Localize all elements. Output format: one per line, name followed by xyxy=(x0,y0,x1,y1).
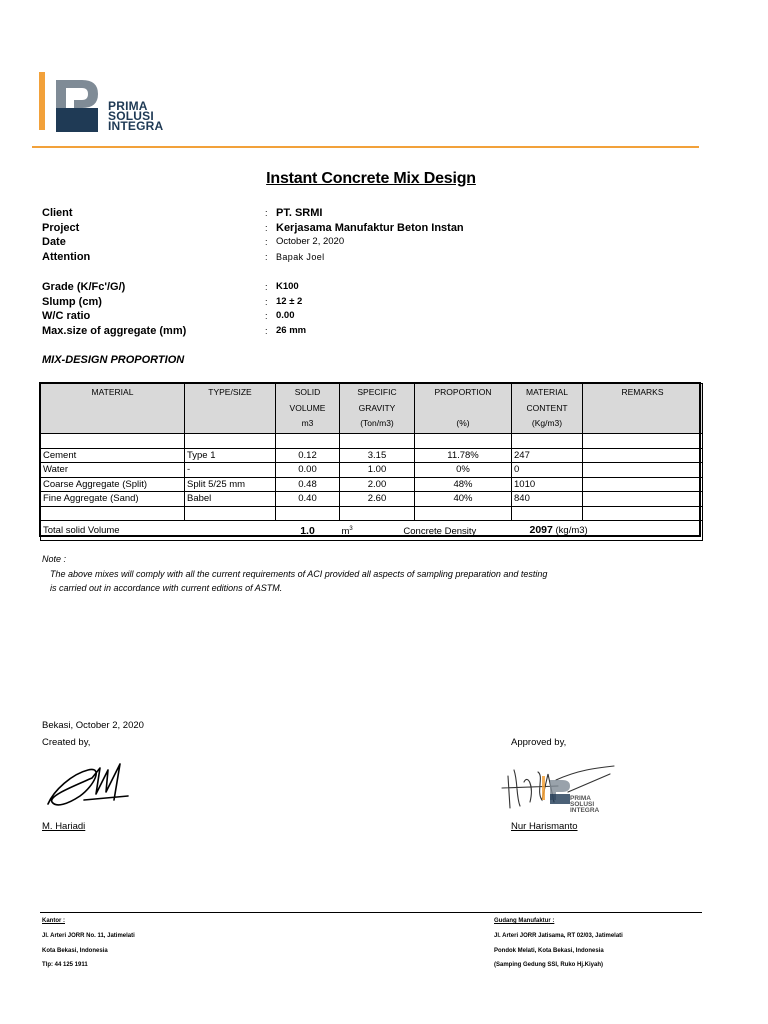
table-row-spacer xyxy=(41,434,703,449)
footer-warehouse xyxy=(494,914,623,973)
header-proportion: PROPORTION (%) xyxy=(415,384,512,434)
density-label: Concrete Density xyxy=(403,526,477,538)
footer-line: Pondok Melati, Kota Bekasi, Indonesia xyxy=(494,947,604,954)
header-solid-volume: SOLID VOLUME m3 xyxy=(276,384,340,434)
place-date: Bekasi, October 2, 2020 xyxy=(42,720,144,731)
table-row-spacer xyxy=(41,506,703,521)
note-heading: Note : xyxy=(42,554,67,564)
footer-warehouse-heading: Gudang Manufaktur : xyxy=(494,918,555,924)
table-row: Coarse Aggregate (Split) Split 5/25 mm 0.48 2.00 48% 1010 xyxy=(41,477,703,492)
header-type-size: TYPE/SIZE xyxy=(185,384,276,434)
creator-name: M. Hariadi xyxy=(42,821,86,832)
approver-stamp-text: PRIMA SOLUSI INTEGRA xyxy=(570,795,600,814)
header-material-content: MATERIAL CONTENT (Kg/m3) xyxy=(512,384,583,434)
total-volume: 1.0 xyxy=(276,521,340,541)
table-row: Fine Aggregate (Sand) Babel 0.40 2.60 40% 840 xyxy=(41,492,703,507)
total-label: Total solid Volume xyxy=(41,521,276,541)
table-total-row xyxy=(41,521,703,541)
mix-design-table xyxy=(40,383,703,541)
header-specific-gravity: SPECIFIC GRAVITY (Ton/m3) xyxy=(340,384,415,434)
footer-line: Kota Bekasi, Indonesia xyxy=(42,947,108,954)
total-density-cell xyxy=(340,521,512,541)
footer-line: (Samping Gedung SSI, Ruko Hj.Kiyah) xyxy=(494,962,604,969)
note-block xyxy=(42,552,547,596)
footer-office xyxy=(42,914,135,973)
footer-office-heading: Kantor : xyxy=(42,918,65,924)
approver-name: Nur Harismanto xyxy=(511,821,578,832)
header-material: MATERIAL xyxy=(41,384,185,434)
note-line: The above mixes will comply with all the current requirements of ACI provided all aspects of sampling preparation and testing xyxy=(50,568,548,579)
footer-divider xyxy=(40,912,702,913)
company-logo-icon xyxy=(56,80,100,134)
section-title: MIX-DESIGN PROPORTION xyxy=(42,354,185,366)
approver-signature-icon xyxy=(498,762,618,816)
footer-line: Tlp: 44 125 1911 xyxy=(42,962,88,969)
created-by-label: Created by, xyxy=(42,737,91,748)
header-remarks: REMARKS xyxy=(583,384,703,434)
total-volume-unit: $m^3$ xyxy=(341,526,353,538)
footer-line: Jl. Arteri JORR No. 11, Jatimelati xyxy=(42,932,135,939)
density-unit: (kg/m3) xyxy=(555,525,588,537)
table-header-row xyxy=(41,384,703,434)
approved-by-label: Approved by, xyxy=(511,737,567,748)
company-logo-text: PRIMA SOLUSI INTEGRA xyxy=(108,99,164,133)
density-value: 2097 xyxy=(529,524,553,537)
header-divider xyxy=(32,146,699,148)
note-line: is carried out in accordance with current editions of ASTM. xyxy=(50,583,283,593)
density-value-cell xyxy=(512,521,703,541)
document-title: Instant Concrete Mix Design xyxy=(266,170,476,187)
footer-line: Jl. Arteri JORR Jatisama, RT 02/03, Jatimelati xyxy=(494,932,623,939)
table-row: Cement Type 1 0.12 3.15 11.78% 247 xyxy=(41,448,703,463)
logo-accent-bar xyxy=(39,72,45,130)
creator-signature-icon xyxy=(44,760,130,812)
table-row: Water - 0.00 1.00 0% 0 xyxy=(41,463,703,478)
